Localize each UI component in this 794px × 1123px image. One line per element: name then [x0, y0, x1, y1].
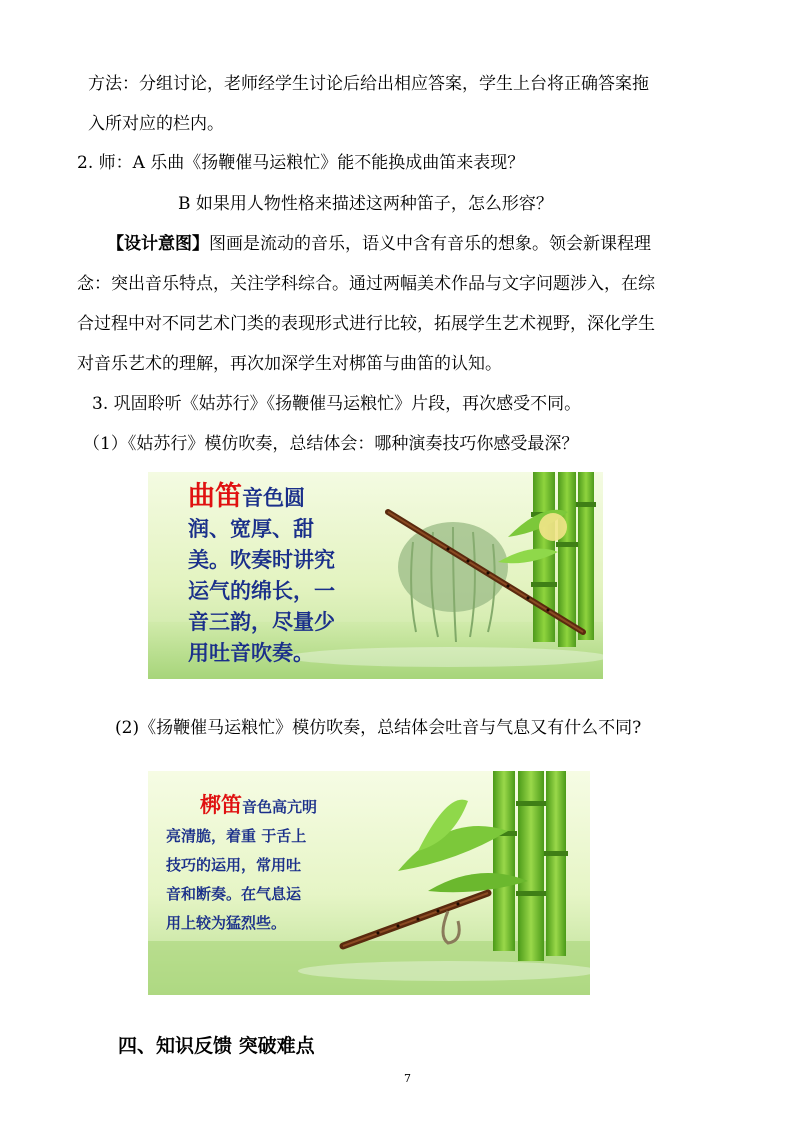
- paragraph-line-6: 念：突出音乐特点，关注学科综合。通过两幅美术作品与文字问题涉入，在综: [77, 274, 655, 294]
- bangdi-description-rest: 亮清脆，着重 于舌上 技巧的运用，常用吐 音和断奏。在气息运 用上较为猛烈些。: [166, 827, 307, 932]
- paragraph-line-9: 3. 巩固聆听《姑苏行》《扬鞭催马运粮忙》片段，再次感受不同。: [92, 394, 582, 414]
- bangdi-description-first: 音色高亢明: [242, 798, 318, 816]
- bangdi-title: 梆笛: [200, 793, 242, 817]
- qudi-description-first: 音色圆: [242, 486, 305, 510]
- page-number: 7: [404, 1072, 411, 1085]
- paragraph-line-7: 合过程中对不同艺术门类的表现形式进行比较，拓展学生艺术视野，深化学生: [77, 314, 655, 334]
- paragraph-line-2: 入所对应的栏内。: [88, 114, 224, 134]
- qudi-title: 曲笛: [188, 481, 242, 512]
- design-intent-label: 【设计意图】: [107, 234, 209, 254]
- paragraph-line-1: 方法：分组讨论，老师经学生讨论后给出相应答案，学生上台将正确答案拖: [88, 74, 649, 94]
- qudi-description: [188, 481, 335, 669]
- paragraph-line-4: B 如果用人物性格来描述这两种笛子，怎么形容？: [178, 194, 553, 214]
- qudi-figure: [148, 472, 603, 679]
- moon-icon: [539, 513, 567, 541]
- bangdi-figure: [148, 771, 590, 995]
- bangdi-description: [166, 791, 317, 938]
- paragraph-line-3: 2. 师：A 乐曲《扬鞭催马运粮忙》能不能换成曲笛来表现？: [77, 153, 525, 173]
- paragraph-line-11: (2)《扬鞭催马运粮忙》模仿吹奏，总结体会吐音与气息又有什么不同?: [115, 718, 642, 738]
- design-intent-text: 图画是流动的音乐，语义中含有音乐的想象。领会新课程理: [209, 234, 651, 254]
- paragraph-line-8: 对音乐艺术的理解，再次加深学生对梆笛与曲笛的认知。: [77, 354, 502, 374]
- paragraph-line-10: （1）《姑苏行》模仿吹奏，总结体会：哪种演奏技巧你感受最深？: [83, 434, 579, 454]
- paragraph-line-5: [107, 233, 651, 255]
- section-heading: 四、知识反馈 突破难点: [118, 1035, 315, 1057]
- qudi-description-rest: 润、宽厚、甜 美。吹奏时讲究 运气的绵长，一 音三韵，尽量少 用吐音吹奏。: [188, 517, 335, 665]
